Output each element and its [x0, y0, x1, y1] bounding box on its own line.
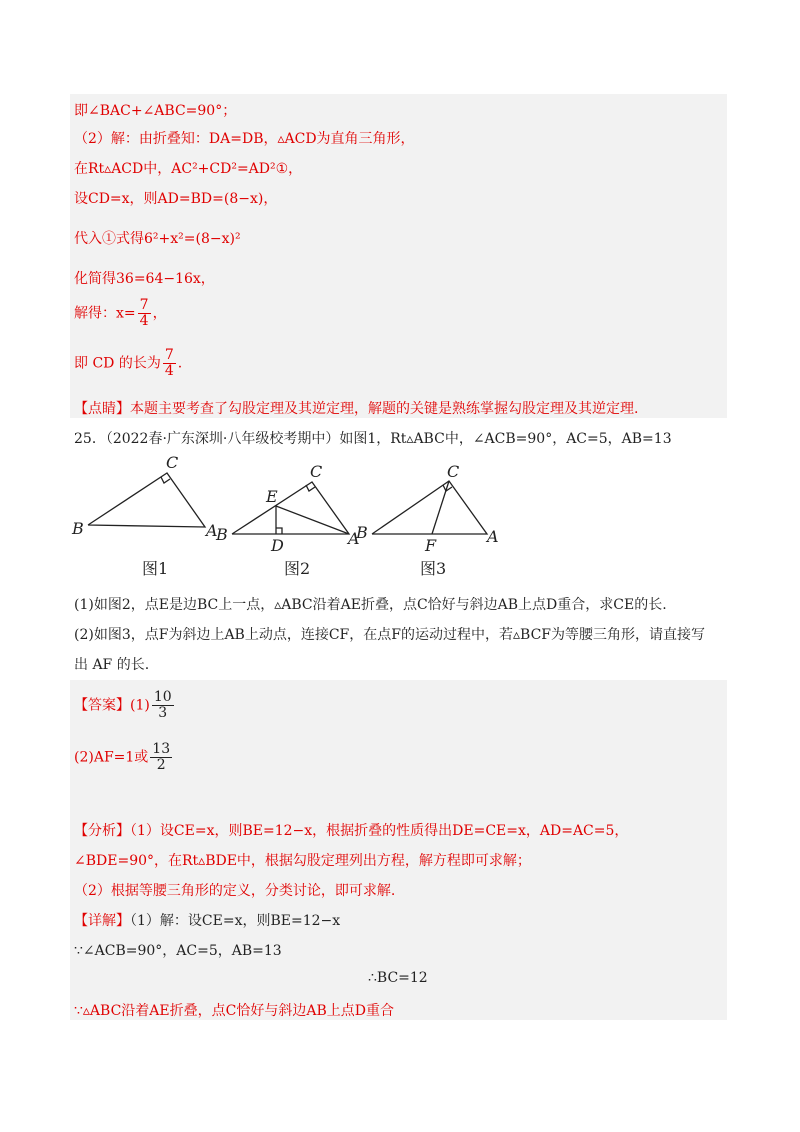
- fraction-13-2: [150, 742, 172, 773]
- fraction-denominator: 4: [139, 313, 149, 329]
- fig2-label-b: B: [216, 525, 228, 544]
- analysis-line-2: ∠BDE=90°，在Rt▵BDE中，根据勾股定理列出方程，解方程即可求解；: [74, 853, 531, 869]
- fraction-numerator: 7: [139, 297, 149, 313]
- fig1-label-b: B: [72, 519, 84, 538]
- fraction-denominator: 2: [156, 757, 166, 773]
- figure-1: [88, 473, 205, 527]
- solution-line-4: 设CD=x，则AD=BD=(8−x)，: [74, 191, 278, 207]
- detail-line-1-text: （1）解：设CE=x，则BE=12−x: [130, 913, 341, 929]
- fraction-denominator: 4: [164, 363, 174, 379]
- fig1-label-a: A: [206, 521, 218, 540]
- fraction-10-3: [152, 690, 174, 721]
- answer-line-1: [74, 690, 176, 721]
- answer-1-prefix: (1): [130, 697, 150, 714]
- solution-line-5: 代入①式得6²+x²=(8−x)²: [74, 231, 241, 247]
- solution-line-1: 即∠BAC+∠ABC=90°；: [74, 103, 237, 119]
- fig3-label-a: A: [487, 527, 499, 546]
- solution-line-2: （2）解：由折叠知：DA=DB，▵ACD为直角三角形，: [74, 131, 415, 147]
- detail-tag: 【详解】: [74, 913, 130, 929]
- fraction-denominator: 3: [158, 705, 168, 721]
- solution-line-3: 在Rt▵ACD中，AC²+CD²=AD²①，: [74, 161, 303, 177]
- detail-line-3: ∴BC=12: [368, 970, 428, 986]
- fig2-label-e: E: [266, 487, 278, 506]
- fig2-label-c: C: [310, 462, 323, 481]
- fig3-label-c: C: [447, 462, 460, 481]
- fig1-label-c: C: [166, 453, 179, 472]
- solution-line-7: [74, 298, 167, 329]
- solution-comment: 【点睛】本题主要考查了勾股定理及其逆定理，解题的关键是熟练掌握勾股定理及其逆定理.: [74, 401, 639, 417]
- figures-row: [0, 450, 800, 610]
- question-part-1: (1)如图2，点E是边BC上一点，▵ABC沿着AE折叠，点C恰好与斜边AB上点D重合，求CE的长.: [74, 597, 667, 613]
- solution-line-8: [74, 348, 182, 379]
- fraction-numerator: 7: [164, 347, 174, 363]
- figure-3: [372, 481, 487, 534]
- detail-line-4: ∵▵ABC沿着AE折叠，点C恰好与斜边AB上点D重合: [74, 1003, 394, 1019]
- fig3-caption: 图3: [420, 559, 447, 578]
- fraction-numerator: 10: [153, 689, 172, 705]
- figure-2: [232, 482, 349, 534]
- fig1-caption: 图1: [142, 559, 169, 578]
- question-header: 25．（2022春·广东深圳·八年级校考期中）如图1，Rt▵ABC中，∠ACB=90°，AC=5，AB=13: [74, 431, 672, 447]
- solution-line-8-prefix: 即 CD 的长为: [74, 355, 161, 372]
- solution-line-8-suffix: .: [177, 355, 183, 372]
- solution-line-7-prefix: 解得：x=: [74, 305, 136, 322]
- fig3-label-f: F: [425, 536, 437, 555]
- analysis-line-3: （2）根据等腰三角形的定义，分类讨论，即可求解.: [74, 883, 396, 899]
- fraction-7-4: [138, 298, 151, 329]
- answer-line-2: [74, 742, 174, 773]
- detail-line-1: [74, 910, 340, 930]
- fig2-label-d: D: [271, 536, 284, 555]
- fraction-numerator: 13: [152, 741, 171, 757]
- fraction-7-4: [163, 348, 176, 379]
- question-part-2a: (2)如图3，点F为斜边上AB上动点，连接CF，在点F的运动过程中，若▵BCF为等腰三角形，请直接写: [74, 627, 705, 643]
- solution-line-6: 化简得36=64−16x，: [74, 271, 215, 287]
- fig2-label-a: A: [348, 529, 360, 548]
- solution-line-7-suffix: ，: [152, 305, 167, 322]
- fig2-caption: 图2: [284, 559, 311, 578]
- answer-2-prefix: (2)AF=1或: [74, 749, 149, 766]
- fig3-label-b: B: [356, 523, 368, 542]
- detail-line-2: ∵∠ACB=90°，AC=5，AB=13: [74, 943, 282, 959]
- question-part-2b: 出 AF 的长.: [74, 657, 150, 673]
- analysis-line-1: 【分析】（1）设CE=x，则BE=12−x，根据折叠的性质得出DE=CE=x，AD=AC=5，: [74, 823, 629, 839]
- answer-tag: 【答案】: [74, 697, 130, 714]
